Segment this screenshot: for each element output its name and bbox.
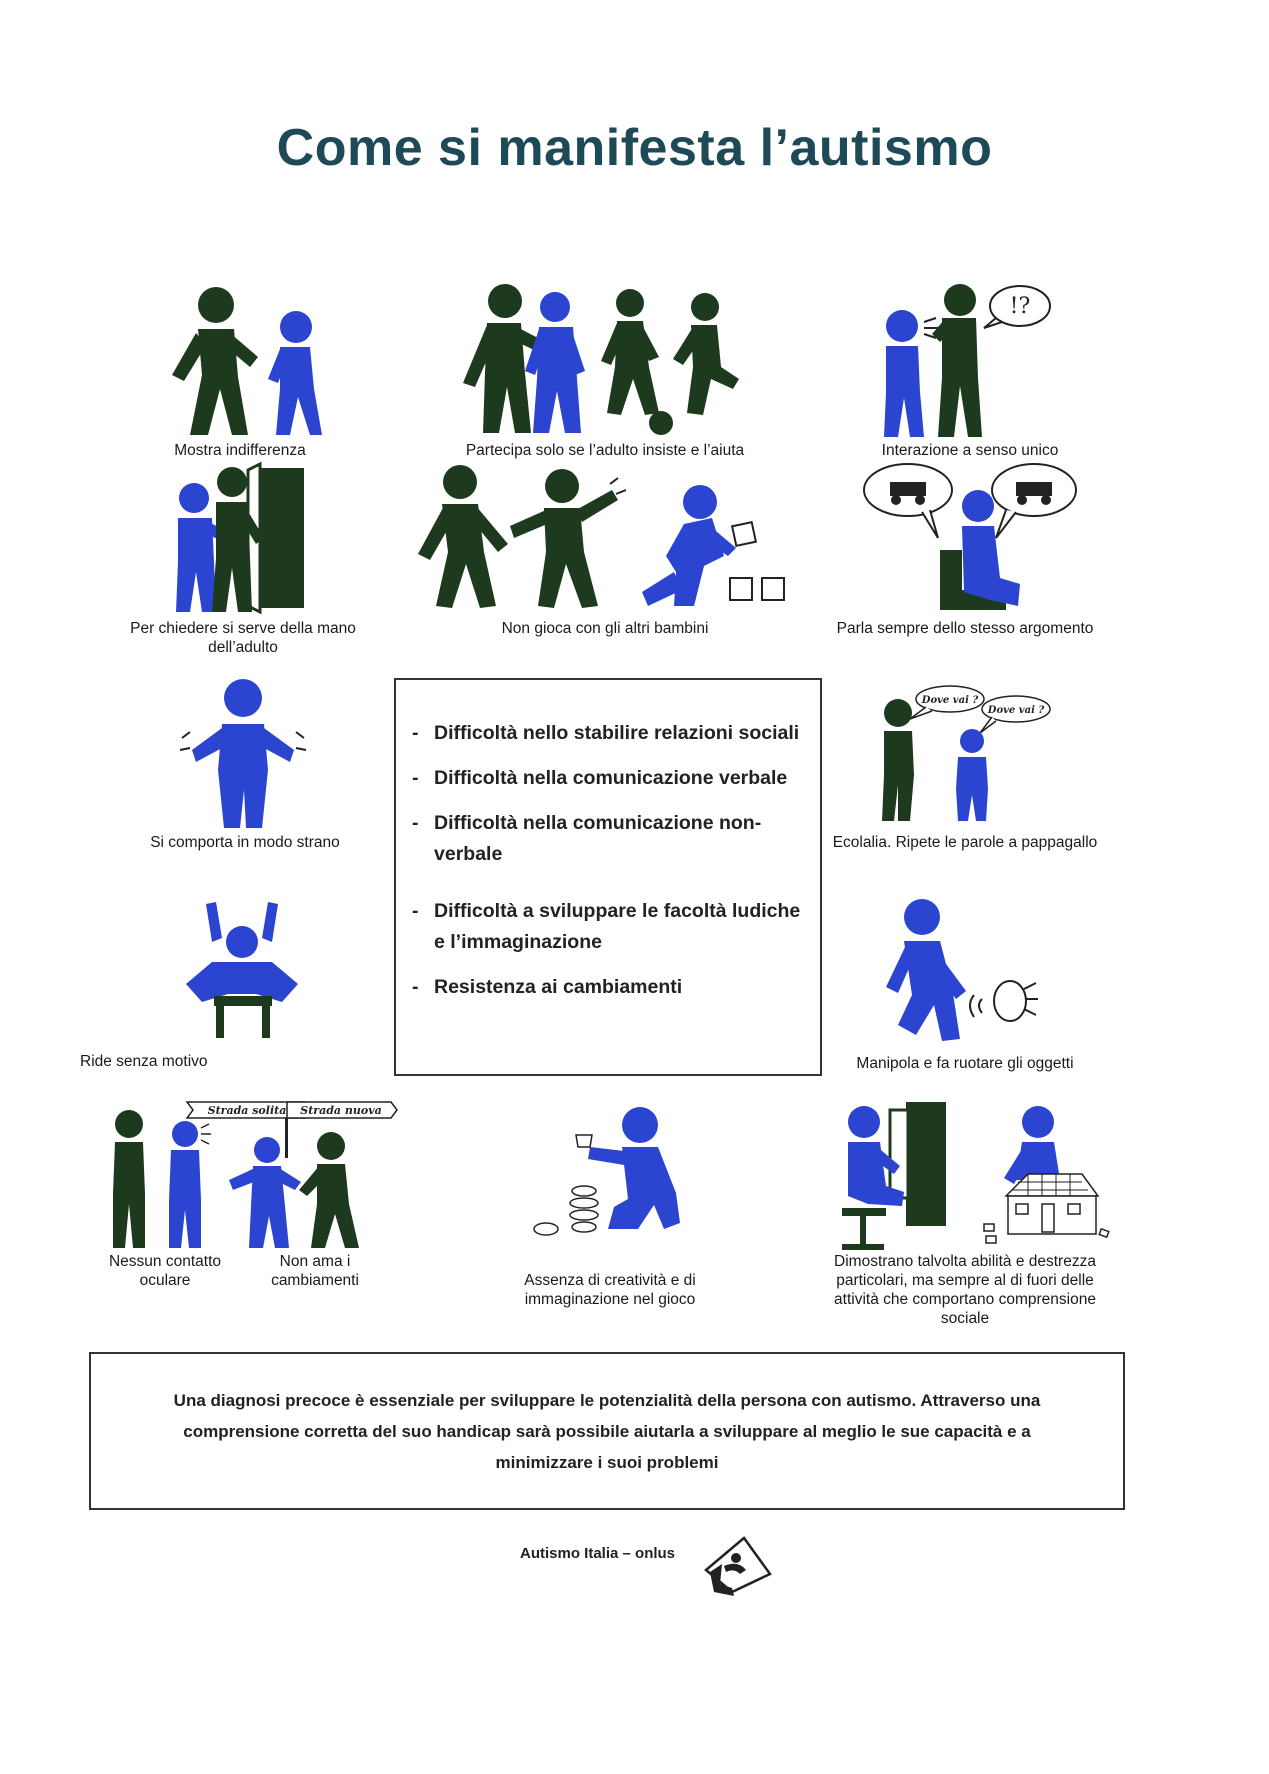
illustration-interazione: [880, 282, 1060, 440]
difficulties-box: [394, 678, 822, 1076]
diagnosis-note-box: [89, 1352, 1125, 1510]
illustration-manipola: [870, 895, 1050, 1045]
caption-ecolalia: Ecolalia. Ripete le parole a pappagallo: [832, 834, 1098, 851]
footer-organization: Autismo Italia – onlus: [520, 1545, 676, 1562]
illustration-ecolalia: [880, 685, 1050, 825]
illustration-partecipa: [455, 283, 755, 440]
caption-gioca: Non gioca con gli altri bambini: [501, 620, 709, 637]
illustration-strano: [178, 678, 308, 830]
caption-ride: Ride senza motivo: [80, 1053, 208, 1070]
caption-indifferenza: Mostra indifferenza: [174, 442, 306, 459]
caption-cambiamenti: Non ama i cambiamenti: [271, 1253, 359, 1289]
illustration-mano: [168, 462, 318, 614]
dove-vai-text-1: Dove vai ?: [921, 695, 979, 706]
caption-contatto: Nessun contatto oculare: [108, 1253, 221, 1289]
caption-mano: Per chiedere si serve della mano dell’adulto: [130, 620, 356, 656]
illustration-abilita: [828, 1100, 1103, 1252]
illustration-gioca: [412, 460, 802, 610]
illustration-argomento: [860, 460, 1080, 612]
caption-interazione: Interazione a senso unico: [881, 442, 1059, 459]
autismo-italia-logo-icon: [702, 1530, 772, 1605]
difficulty-item: - Resistenza ai cambiamenti: [412, 976, 683, 998]
illustration-ride: [178, 898, 306, 1038]
illustration-contatto-cambiamenti: [105, 1100, 390, 1250]
difficulty-item: - Difficoltà nella comunicazione verbale: [412, 767, 788, 789]
difficulty-item: - Difficoltà nello stabilire relazioni sociali: [412, 722, 800, 744]
illustration-creativita: [528, 1103, 698, 1243]
caption-creativita: Assenza di creatività e di immaginazione nel gioco: [524, 1272, 696, 1308]
diagnosis-note-text: Una diagnosi precoce è essenziale per sviluppare le potenzialità della persona con autismo. Attraverso una comprensione corretta del suo handicap sarà possibile aiutarla a sviluppare al meglio le sue capacità e a minimizzare i suoi problemi: [173, 1390, 1041, 1472]
caption-partecipa: Partecipa solo se l’adulto insiste e l’aiuta: [465, 442, 745, 459]
page-title: Come si manifesta l’autismo: [276, 119, 993, 177]
strada-solita-text: Strada solita: [207, 1104, 287, 1117]
illustration-indifferenza: [150, 285, 350, 440]
difficulty-item: - Difficoltà a sviluppare le facoltà ludiche e l’immaginazione: [412, 900, 801, 953]
caption-argomento: Parla sempre dello stesso argomento: [836, 620, 1094, 637]
difficulty-item: - Difficoltà nella comunicazione non-verbale: [412, 812, 762, 865]
dove-vai-text-2: Dove vai ?: [987, 705, 1045, 716]
caption-abilita: Dimostrano talvolta abilità e destrezza particolari, ma sempre al di fuori delle attività che comportano comprensione sociale: [834, 1253, 1096, 1327]
caption-manipola: Manipola e fa ruotare gli oggetti: [856, 1055, 1074, 1072]
interrobang-text: !?: [1009, 294, 1031, 319]
strada-nuova-text: Strada nuova: [300, 1104, 382, 1117]
caption-strano: Si comporta in modo strano: [150, 834, 340, 851]
